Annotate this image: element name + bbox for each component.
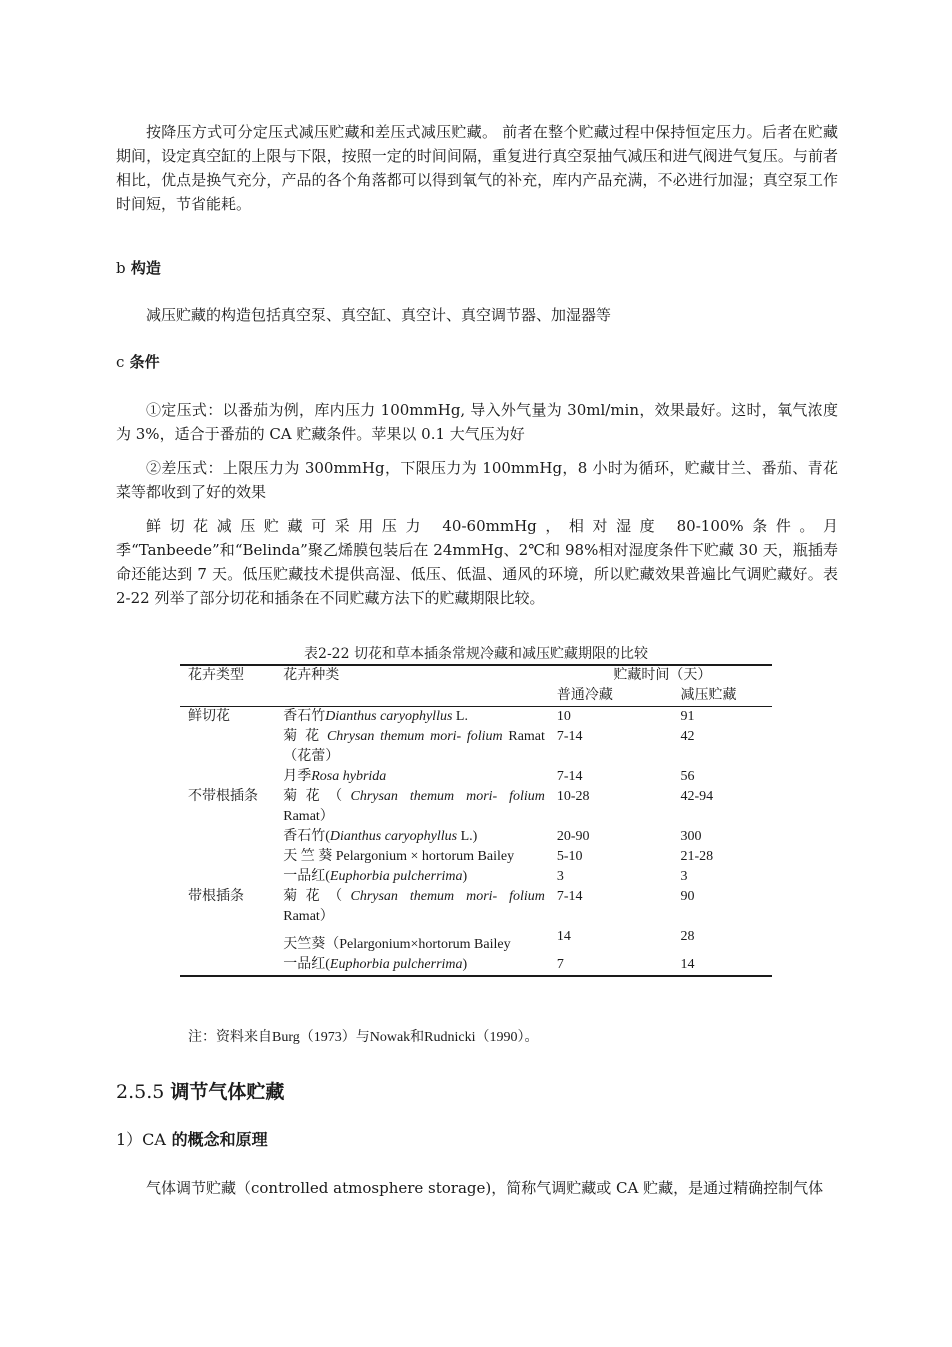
low-cell: 90 [680,889,695,904]
storage-period-table [180,664,772,977]
table-note: 注：资料来自Burg（1973）与Nowak和Rudnicki（1990）。 [188,1030,539,1045]
paragraph-cut-flowers: 鲜切花减压贮藏可采用压力 40-60mmHg，相对湿度 80-100%条件。月季“Tanbeede”和“Belinda”聚乙烯膜包装后在 24mmHg、2℃和 98%相对湿度条件下贮藏 30 天，瓶插寿命还能达到 7 天。低压贮藏技术提供高湿、低压、低温、通风的环境，所以贮藏效果普遍比气调贮藏好。表 2-22 列举了部分切花和插条在不同贮藏方法下的贮藏期限比较。 [116,517,838,607]
species-cell: 月季Rosa hybrida [283,769,387,784]
section-heading [116,1078,284,1106]
subsection-heading [116,1128,268,1152]
species-cell: 天竺葵（Pelargonium×hortorum Bailey [283,937,511,952]
group-unrooted-cuttings: 不带根插条 [188,789,258,804]
paragraph-differential-pressure: ②差压式：上限压力为 300mmHg，下限压力为 100mmHg，8 小时为循环，贮藏甘兰、番茄、青花菜等都收到了好的效果 [116,459,838,501]
header-flower-species: 花卉种类 [275,665,549,686]
species-cell: 菊 花 Chrysan themum mori- folium Ramat（花蕾） [283,729,545,764]
header-normal-cold: 普通冷藏 [549,686,673,707]
low-cell: 91 [680,709,695,724]
heading-structure-text: 构造 [130,259,161,277]
section-title: 调节气体贮藏 [170,1081,285,1103]
heading-conditions-number: c [116,353,125,371]
table-caption: 表2-22 切花和草本插条常规冷藏和减压贮藏期限的比较 [304,646,648,662]
low-cell: 14 [673,955,772,976]
header-flower-type: 花卉类型 [180,665,275,686]
low-cell: 300 [680,829,702,844]
table-row [180,707,772,728]
normal-cell: 3 [556,869,564,884]
normal-cell: 10 [556,709,571,724]
table-row [180,767,772,787]
normal-cell: 10-28 [556,789,590,804]
species-cell: 一品红(Euphorbia pulcherrima) [275,955,549,976]
low-cell: 56 [680,769,695,784]
normal-cell: 7-14 [556,769,583,784]
table-row [180,847,772,867]
group-rooted-cuttings: 带根插条 [188,889,244,904]
header-storage-time: 贮藏时间（天） [549,665,772,686]
normal-cell: 7-14 [556,729,583,744]
species-cell: 菊花（Chrysan themum mori- folium Ramat） [283,889,545,924]
species-cell: 一品红(Euphorbia pulcherrima) [283,869,468,884]
heading-conditions [116,350,160,374]
heading-structure [116,256,161,280]
heading-conditions-text: 条件 [129,353,160,371]
low-cell: 42 [680,729,695,744]
species-cell: 香石竹Dianthus caryophyllus L. [283,709,468,724]
low-cell: 42-94 [680,789,714,804]
table-header-row [180,665,772,686]
normal-cell: 20-90 [556,829,590,844]
paragraph-ca-definition: 气体调节贮藏（controlled atmosphere storage)，简称气调贮藏或 CA 贮藏，是通过精确控制气体 [146,1179,824,1197]
subsection-number: 1）CA [116,1130,166,1149]
low-cell: 3 [680,869,688,884]
species-cell: 香石竹(Dianthus caryophyllus L.) [283,829,478,844]
table-subheader-row [180,686,772,707]
table-row [180,787,772,827]
normal-cell: 7 [549,955,673,976]
heading-structure-number: b [116,259,126,277]
header-low-pressure: 减压贮藏 [673,686,772,707]
normal-cell: 7-14 [556,889,583,904]
table-row [180,867,772,887]
paragraph-constant-pressure: ①定压式：以番茄为例，库内压力 100mmHg, 导入外气量为 30ml/min，效果最好。这时，氧气浓度为 3%，适合于番茄的 CA 贮藏条件。苹果以 0.1 大气压为好 [116,401,838,443]
table-row [180,827,772,847]
section-number: 2.5.5 [116,1081,165,1103]
table-row [180,955,772,976]
normal-cell: 14 [556,929,571,944]
paragraph-pressure-types: 按降压方式可分定压式减压贮藏和差压式减压贮藏。 前者在整个贮藏过程中保持恒定压力。后者在贮藏期间，设定真空缸的上限与下限，按照一定的时间间隔，重复进行真空泵抽气减压和进气阀进气复压。与前者相比，优点是换气充分，产品的各个角落都可以得到氧气的补充，库内产品充满，不必进行加湿；真空泵工作时间短，节省能耗。 [116,123,838,213]
species-cell: 菊花（Chrysan themum mori- folium Ramat） [283,789,545,824]
low-cell: 21-28 [680,849,714,864]
species-cell: 天 竺 葵 Pelargonium × hortorum Bailey [283,849,515,864]
subsection-title: 的概念和原理 [171,1130,268,1149]
table-row [180,927,772,955]
table-row [180,727,772,767]
normal-cell: 5-10 [556,849,583,864]
paragraph-structure: 减压贮藏的构造包括真空泵、真空缸、真空计、真空调节器、加湿器等 [146,306,612,324]
low-cell: 28 [680,929,695,944]
group-cut-flowers: 鲜切花 [188,709,230,724]
table-row [180,887,772,927]
